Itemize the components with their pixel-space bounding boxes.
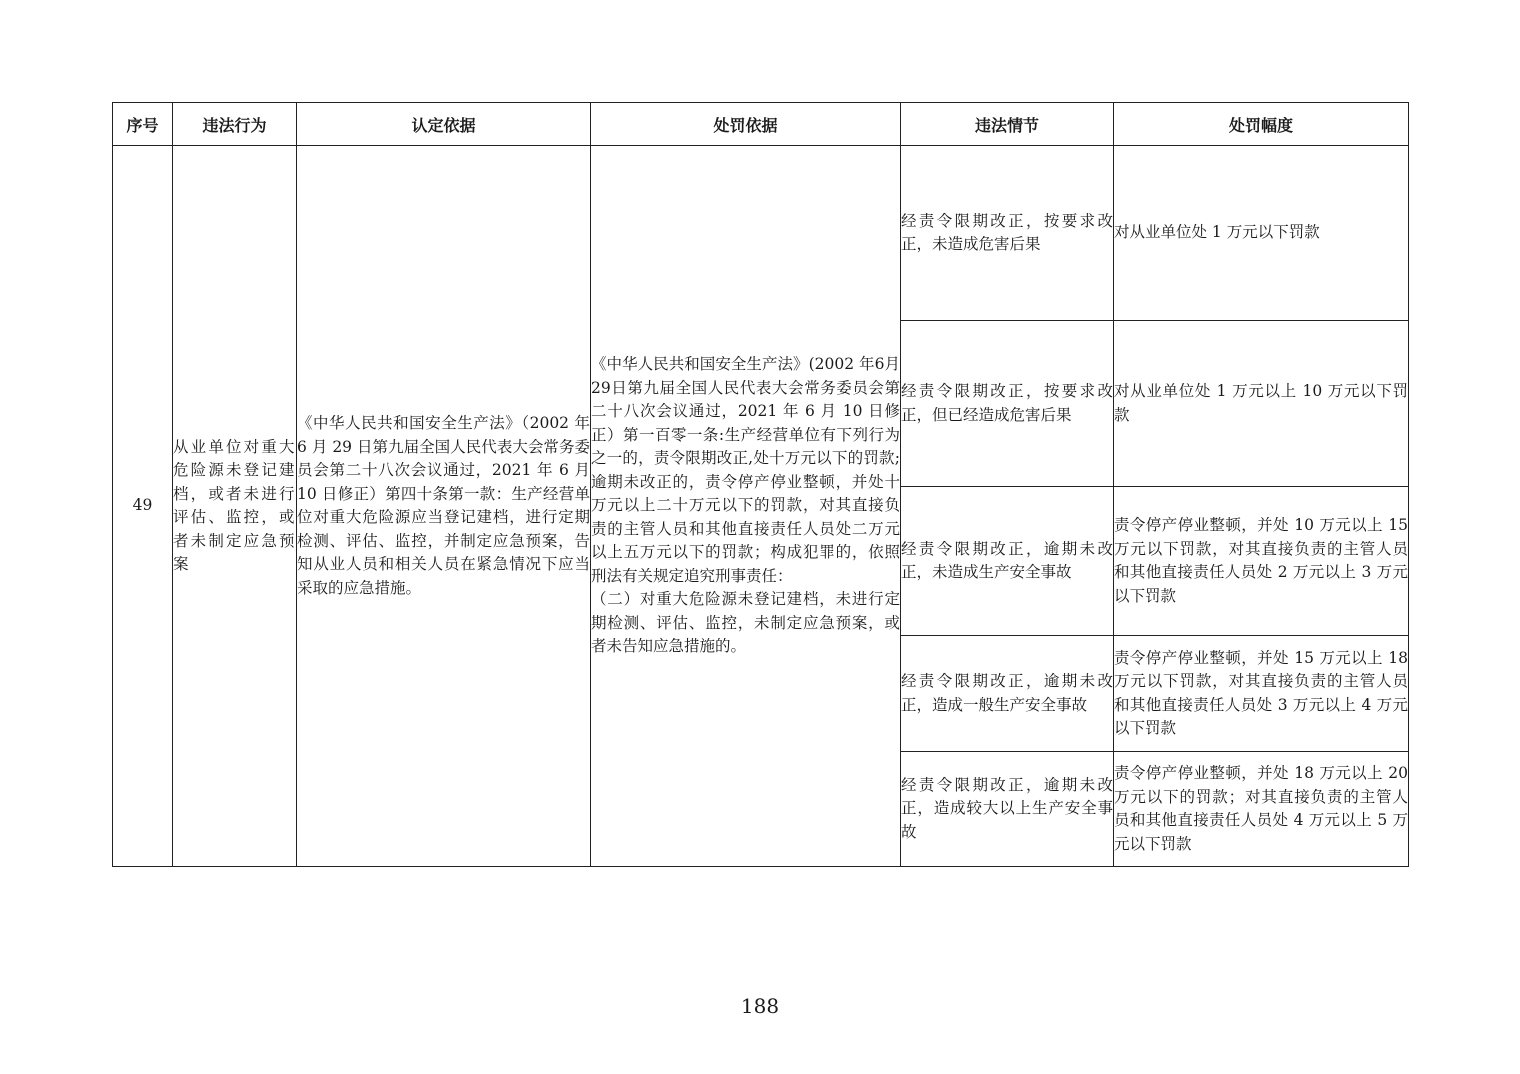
penalty-range-cell — [1114, 321, 1409, 487]
header-penalty-basis: 处罚依据 — [591, 103, 901, 146]
penalty-range-text: 责令停产停业整顿，并处 18 万元以上 20 万元以下的罚款；对其直接负责的主管人员和其他直接责任人员处 4 万元以上 5 万元以下罚款 — [1114, 764, 1408, 853]
header-violation: 违法行为 — [173, 103, 297, 146]
penalty-range-text: 对从业单位处 1 万元以下罚款 — [1114, 223, 1320, 242]
violation-cell — [173, 146, 297, 867]
seq-cell — [113, 146, 173, 867]
situation-cell — [901, 321, 1114, 487]
penalty-basis-cell — [591, 146, 901, 867]
header-situation: 违法情节 — [901, 103, 1114, 146]
penalty-range-cell — [1114, 146, 1409, 321]
situation-text: 经责令限期改正，逾期未改正，造成较大以上生产安全事故 — [901, 775, 1113, 841]
situation-cell — [901, 752, 1114, 867]
penalty-range-text: 责令停产停业整顿，并处 15 万元以上 18 万元以下罚款，对其直接负责的主管人员和其他直接责任人员处 3 万元以上 4 万元以下罚款 — [1114, 648, 1408, 737]
table-header-row — [113, 103, 1409, 146]
situation-cell — [901, 146, 1114, 321]
situation-cell — [901, 636, 1114, 752]
penalty-range-cell — [1114, 636, 1409, 752]
situation-text: 经责令限期改正，逾期未改正，未造成生产安全事故 — [901, 539, 1113, 581]
header-identification-basis: 认定依据 — [297, 103, 591, 146]
identification-basis-cell — [297, 146, 591, 867]
header-seq: 序号 — [113, 103, 173, 146]
penalty-range-text: 责令停产停业整顿，并处 10 万元以上 15 万元以下罚款，对其直接负责的主管人员和其他直接责任人员处 2 万元以上 3 万元以下罚款 — [1114, 516, 1408, 605]
penalty-range-text: 对从业单位处 1 万元以上 10 万元以下罚款 — [1114, 382, 1408, 424]
violation-text: 从业单位对重大危险源未登记建档，或者未进行评估、监控，或者未制定应急预案 — [173, 437, 296, 573]
situation-cell — [901, 487, 1114, 636]
table-row — [113, 146, 1409, 321]
header-penalty-range: 处罚幅度 — [1114, 103, 1409, 146]
penalty-range-cell — [1114, 487, 1409, 636]
page-number: 188 — [740, 994, 780, 1018]
penalty-range-cell — [1114, 752, 1409, 867]
penalty-basis-text: 《中华人民共和国安全生产法》(2002 年6月29日第九届全国人民代表大会常务委员会第二十八次会议通过，2021 年 6 月 10 日修正）第一百零一条:生产经营单位有下列行为之一的，责令限期改正,处十万元以下的罚款;逾期未改正的，责令停产停业整顿，并处十万元以上二十万元以下的罚款，对其直接负责的主管人员和其他直接责任人员处二万元以上五万元以下的罚款；构成犯罪的，依照刑法有关规定追究刑事责任： （二）对重大危险源未登记建档，未进行定期检测、评估、监控，未制定应急预案，或者未告知应急措施的。 — [591, 355, 900, 656]
seq-number: 49 — [132, 496, 153, 515]
identification-basis-text: 《中华人民共和国安全生产法》（2002 年 6 月 29 日第九届全国人民代表大会常务委员会第二十八次会议通过，2021 年 6 月 10 日修正）第四十条第一款：生产经营单位对重大危险源应当登记建档，进行定期检测、评估、监控，并制定应急预案，告知从业人员和相关人员在紧急情况下应当采取的应急措施。 — [297, 414, 590, 597]
situation-text: 经责令限期改正，按要求改正，未造成危害后果 — [901, 211, 1113, 253]
penalty-table — [112, 102, 1409, 867]
situation-text: 经责令限期改正，按要求改正，但已经造成危害后果 — [901, 382, 1113, 424]
situation-text: 经责令限期改正，逾期未改正，造成一般生产安全事故 — [901, 672, 1113, 714]
